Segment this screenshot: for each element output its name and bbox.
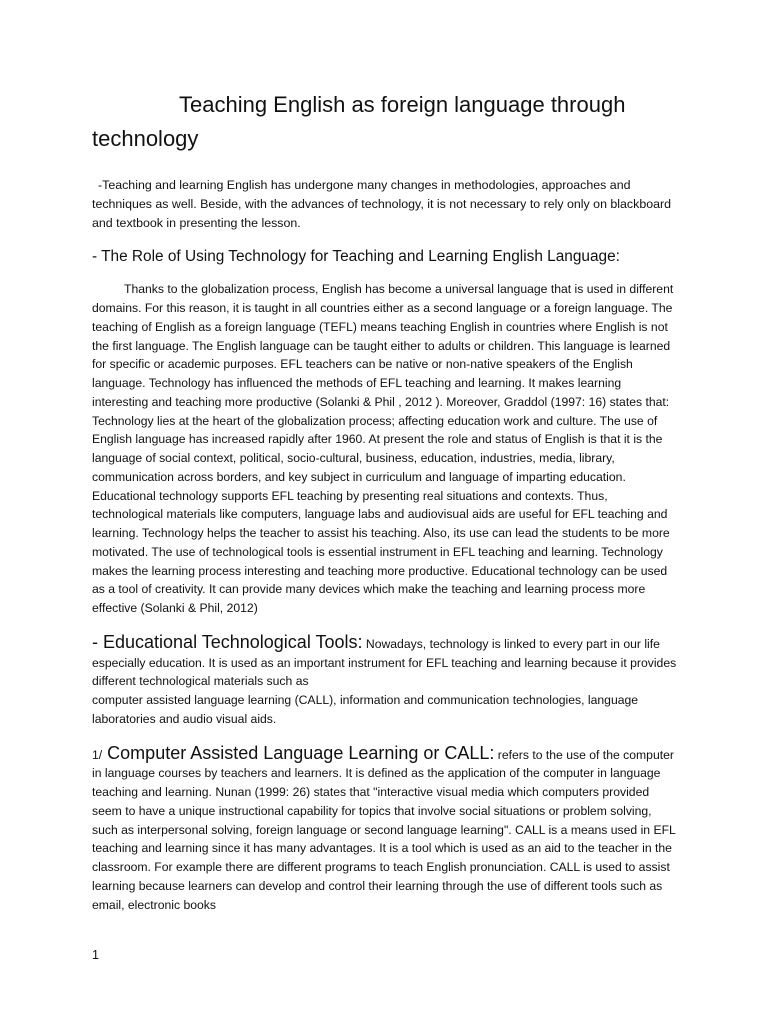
call-text: refers to the use of the computer in language courses by teachers and learners. It is defined as the application of the computer in language teaching and learning. Nunan (1999: 26) states that "interactive visual media which computers provided seem to have a unique instructional capability for topics that involve social situations or problem solving, such as interpersonal solving, foreign language or second language learning". CALL is a means used in EFL teaching and learning since it has many advantages. It is a tool which is used as an aid to the teacher in the classroom. For example there are different programs to teach English pronunciation. CALL is used to assist learning because learners can develop and control their learning through the use of different tools such as email, electronic books xyxy=(92,747,676,912)
educational-tools-text: Nowadays, technology is linked to every part in our life especially education. It is used as an important instrument for EFL teaching and learning because it provides different technological materials such as xyxy=(92,636,677,689)
educational-tools-paragraph xyxy=(92,632,680,729)
intro-paragraph: -Teaching and learning English has undergone many changes in methodologies, approaches and techniques as well. Beside, with the advances of technology, it is not necessary to rely only on blackboard and textbook in presenting the lesson. xyxy=(92,178,672,230)
document-title: Teaching English as foreign language through technology xyxy=(92,92,626,151)
section-number: 1/ xyxy=(92,747,103,762)
section-heading-role-of-technology: - The Role of Using Technology for Teaching and Learning English Language: xyxy=(92,248,620,266)
page-number: 1 xyxy=(92,948,99,962)
educational-tools-list-text: computer assisted language learning (CALL), information and communication technologies, language laboratories and audio visual aids. xyxy=(92,693,639,726)
section-heading-educational-tools: - Educational Technological Tools: xyxy=(92,631,363,652)
call-paragraph xyxy=(92,743,680,915)
role-of-technology-paragraph: Thanks to the globalization process, English has become a universal language that is used in different domains. For this reason, it is taught in all countries either as a second language or a foreign language. The teaching of English as a foreign language (TEFL) means teaching English in countries where English is not the first language. The English language can be taught either to adults or children. This language is learned for specific or academic purposes. EFL teachers can be native or non-native speakers of the English language. Technology has influenced the methods of EFL teaching and learning. It makes learning interesting and teaching more productive (Solanki & Phil , 2012 ). Moreover, Graddol (1997: 16) states that: Technology lies at the heart of the globalization process; affecting education work and culture. The use of English language has increased rapidly after 1960. At present the role and status of English is that it is the language of social context, political, socio-cultural, business, education, industries, media, library, communication across borders, and key subject in curriculum and language of imparting education. Educational technology supports EFL teaching by presenting real situations and contexts. Thus, technological materials like computers, language labs and audiovisual aids are useful for EFL teaching and learning. Technology helps the teacher to assist his teaching. Also, its use can lead the students to be more motivated. The use of technological tools is essential instrument in EFL teaching and learning. Technology makes the learning process interesting and teaching more productive. Educational technology can be used as a tool of creativity. It can provide many devices which make the teaching and learning process more effective (Solanki & Phil, 2012) xyxy=(92,282,674,616)
section-heading-call: Computer Assisted Language Learning or CALL: xyxy=(102,742,495,763)
